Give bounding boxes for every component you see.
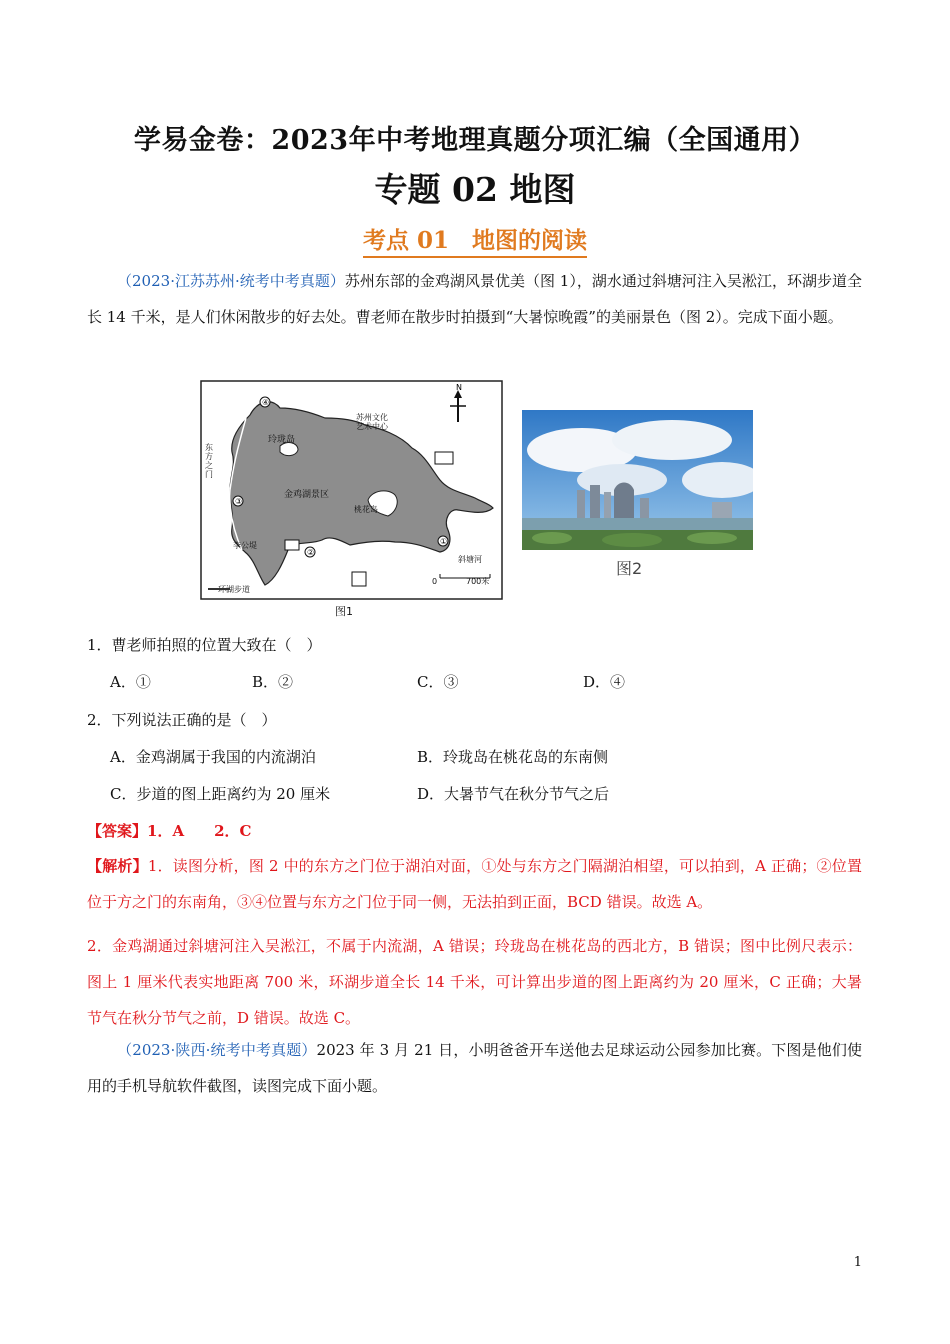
analysis-text-1: 1．读图分析，图 2 中的东方之门位于湖泊对面，①处与东方之门隔湖泊相望，可以拍到，A 正确；②位置位于方之门的东南角，③④位置与东方之门位于同一侧，无法拍到正面，BCD 错误。故选 A。 — [87, 857, 862, 911]
north-label: N — [456, 383, 462, 392]
figure1-map — [200, 380, 503, 600]
next-intro-paragraph — [87, 1032, 862, 1104]
section-heading-text: 考点 01 地图的阅读 — [363, 227, 587, 258]
question-2: 2．下列说法正确的是（ ） — [87, 711, 277, 729]
next-text: 2023 年 3 月 21 日，小明爸爸开车送他去足球运动公园参加比赛。下图是他们使用的手机导航软件截图，读图完成下面小题。 — [87, 1041, 862, 1095]
lake-map-svg — [200, 380, 503, 600]
point-4: ④ — [262, 398, 270, 407]
answer-label: 【答案】 — [87, 822, 148, 840]
label-arts-center-2: 艺术中心 — [356, 422, 388, 431]
figure1-caption: 图1 — [335, 605, 353, 618]
figure2-caption: 图2 — [616, 559, 643, 578]
lake-photo-svg — [522, 410, 753, 550]
question-1: 1．曹老师拍照的位置大致在（ ） — [87, 636, 322, 654]
label-arts-center-1: 苏州文化 — [356, 413, 388, 422]
point-2: ② — [307, 548, 315, 557]
scale-value: 700米 — [466, 577, 490, 586]
q2-option-d: D．大暑节气在秋分节气之后 — [417, 785, 610, 803]
q1-option-c: C．③ — [417, 673, 459, 691]
label-jinji-lake-area: 金鸡湖景区 — [284, 490, 330, 500]
point-3: ③ — [235, 497, 243, 506]
analysis-paragraph-1 — [87, 848, 862, 920]
label-ligong-dyke: 李公堤 — [233, 541, 257, 550]
intro-paragraph — [87, 263, 862, 335]
label-gate-4: 门 — [205, 470, 213, 479]
topic-title: 专题 02 地图 — [374, 170, 576, 209]
label-gate-3: 之 — [205, 461, 213, 470]
analysis-paragraph-2: 2．金鸡湖通过斜塘河注入吴淞江，不属于内流湖，A 错误；玲珑岛在桃花岛的西北方，B 错误；图中比例尺表示：图上 1 厘米代表实地距离 700 米，环湖步道全长 14 千米，可计算出步道的图上距离约为 20 厘米，C 正确；大暑节气在秋分节气之前，D 错误。故选 C。 — [87, 937, 862, 1027]
document-title: 学易金卷：2023年中考地理真题分项汇编（全国通用） — [133, 125, 817, 156]
point-1: ① — [440, 537, 448, 546]
label-taohua-island: 桃花岛 — [354, 505, 378, 514]
scale-zero: 0 — [432, 577, 438, 586]
answer-block — [87, 820, 251, 841]
figure2-photo — [522, 410, 753, 550]
label-linglong-island: 玲珑岛 — [268, 435, 296, 445]
q2-option-a: A．金鸡湖属于我国的内流湖泊 — [110, 748, 316, 766]
q2-option-c: C．步道的图上距离约为 20 厘米 — [110, 785, 331, 803]
q1-option-b: B．② — [252, 673, 294, 691]
q1-option-d: D．④ — [583, 673, 626, 691]
legend-label: 环湖步道 — [218, 585, 250, 594]
label-gate-1: 东 — [205, 443, 213, 452]
q1-option-a: A．① — [110, 673, 151, 691]
page-number: 1 — [853, 1255, 862, 1270]
intro-source: （2023·江苏苏州·统考中考真题） — [117, 272, 345, 290]
label-xietang-river: 斜塘河 — [458, 555, 482, 564]
q2-option-b: B．玲珑岛在桃花岛的东南侧 — [417, 748, 609, 766]
next-source: （2023·陕西·统考中考真题） — [117, 1041, 317, 1059]
section-heading — [0, 222, 950, 255]
answer-text: 1．A 2．C — [147, 822, 252, 840]
intro-text: 苏州东部的金鸡湖风景优美（图 1），湖水通过斜塘河注入吴淞江，环湖步道全长 14 千米，是人们休闲散步的好去处。曹老师在散步时拍摄到“大暑惊晚霞”的美丽景色（图 2）。完成下面小题。 — [87, 272, 862, 326]
label-gate-2: 方 — [205, 452, 213, 461]
analysis-label: 【解析】 — [87, 857, 148, 875]
